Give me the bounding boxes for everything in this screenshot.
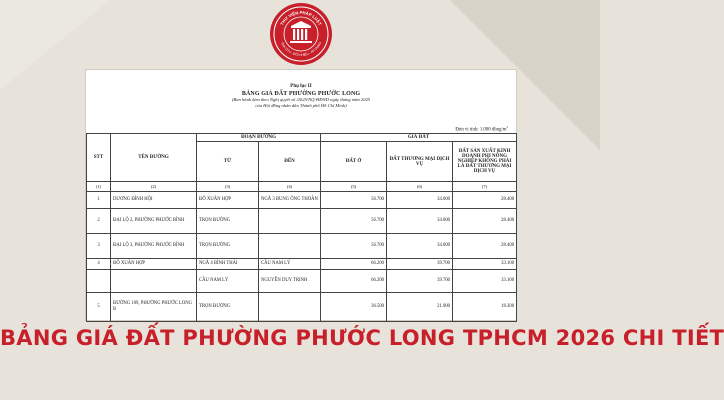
non-agri-price-cell: 33.100 [453,270,517,293]
to-cell: NGUYỄN DUY TRINH [259,270,321,293]
table-row [87,192,517,209]
commercial-price-cell: 39.700 [387,270,453,293]
stt-cell: 1 [87,192,111,209]
from-cell: TRỌN ĐƯỜNG [197,293,259,322]
table-row [87,209,517,234]
to-cell [259,234,321,259]
from-cell: TRỌN ĐƯỜNG [197,234,259,259]
header-non-agricultural: ĐẤT SẢN XUẤT KINH DOANH PHI NÔNG NGHIỆP KHÔNG PHẢI LÀ ĐẤT THƯƠNG MẠI DỊCH VỤ [453,142,517,182]
non-agri-price-cell: 28.400 [453,234,517,259]
to-cell: CẦU NAM LÝ [259,259,321,270]
from-cell: ĐỖ XUÂN HỢP [197,192,259,209]
non-agri-price-cell: 18.300 [453,293,517,322]
stt-cell: 3 [87,234,111,259]
residential-price-cell: 56.700 [321,192,387,209]
document-header [86,84,516,109]
header-commercial: ĐẤT THƯƠNG MẠI DỊCH VỤ [387,142,453,182]
document-sheet [86,70,516,320]
from-cell: TRỌN ĐƯỜNG [197,209,259,234]
appendix-label: Phụ lục II [290,84,312,89]
header-land-price: GIÁ ĐẤT [321,134,517,142]
column-index-row [87,182,517,192]
table-row [87,293,517,322]
commercial-price-cell: 21.900 [387,293,453,322]
residential-price-cell: 36.500 [321,293,387,322]
table-row [87,270,517,293]
header-street-name: TÊN ĐƯỜNG [111,134,197,182]
residential-price-cell: 56.700 [321,234,387,259]
residential-price-cell: 66.200 [321,270,387,293]
header-to: ĐẾN [259,142,321,182]
street-name-cell: ĐỖ XUÂN HỢP [111,259,197,270]
thu-vien-phap-luat-logo [270,3,332,65]
from-cell: CẦU NAM LÝ [197,270,259,293]
index-cell: (5) [321,182,387,192]
index-cell: (4) [259,182,321,192]
land-price-table [86,133,517,322]
index-cell: (7) [453,182,517,192]
header-from: TỪ [197,142,259,182]
street-name-cell: ĐƯỜNG 109, PHƯỜNG PHƯỚC LONG B [111,293,197,322]
non-agri-price-cell: 28.400 [453,209,517,234]
stt-cell: 4 [87,259,111,270]
unit-label: Đơn vị tính: 1.000 đồng/$m^2$ [455,125,508,133]
index-cell: (6) [387,182,453,192]
index-cell: (3) [197,182,259,192]
to-cell [259,293,321,322]
street-name-cell [111,270,197,293]
header-stt: STT [87,134,111,182]
svg-text:TRA CỨU - ĐỐI CHIẾU - ÁP DỤNG [280,41,323,57]
commercial-price-cell: 39.700 [387,259,453,270]
residential-price-cell: 66.200 [321,259,387,270]
stt-cell: 5 [87,293,111,322]
document-subtitle-line2: của Hội đồng nhân dân Thành phố Hồ Chí Minh) [255,103,347,108]
street-name-cell: DƯƠNG ĐÌNH HỘI [111,192,197,209]
table-row [87,234,517,259]
to-cell [259,209,321,234]
from-cell: NGÃ 4 BÌNH THÁI [197,259,259,270]
residential-price-cell: 56.700 [321,209,387,234]
index-cell: (1) [87,182,111,192]
header-residential: ĐẤT Ở [321,142,387,182]
stt-cell: 2 [87,209,111,234]
document-subtitle-line1: (Ban hành kèm theo Nghị quyết số /2025/NQ-HĐND ngày tháng năm 2025 [231,97,371,102]
logo-text-bottom: TRA CỨU - ĐỐI CHIẾU - ÁP DỤNG [279,41,323,58]
page-headline: BẢNG GIÁ ĐẤT PHƯỜNG PHƯỚC LONG TPHCM 2026 CHI TIẾT [0,326,724,350]
commercial-price-cell: 34.000 [387,209,453,234]
non-agri-price-cell: 33.100 [453,259,517,270]
commercial-price-cell: 34.000 [387,234,453,259]
street-name-cell: ĐẠI LỘ 3, PHƯỜNG PHƯỚC BÌNH [111,234,197,259]
table-row [87,259,517,270]
to-cell: NGÃ 3 BUNG ÔNG THOÀN [259,192,321,209]
document-title: BẢNG GIÁ ĐẤT PHƯỜNG PHƯỚC LONG [241,91,361,97]
street-name-cell: ĐẠI LỘ 2, PHƯỜNG PHƯỚC BÌNH [111,209,197,234]
index-cell: (2) [111,182,197,192]
header-segment: ĐOẠN ĐƯỜNG [197,134,321,142]
stt-cell [87,270,111,293]
logo-emblem-icon [272,5,330,63]
commercial-price-cell: 34.000 [387,192,453,209]
non-agri-price-cell: 28.400 [453,192,517,209]
logo-text-top: THƯ VIỆN PHÁP LUẬT [279,9,323,27]
